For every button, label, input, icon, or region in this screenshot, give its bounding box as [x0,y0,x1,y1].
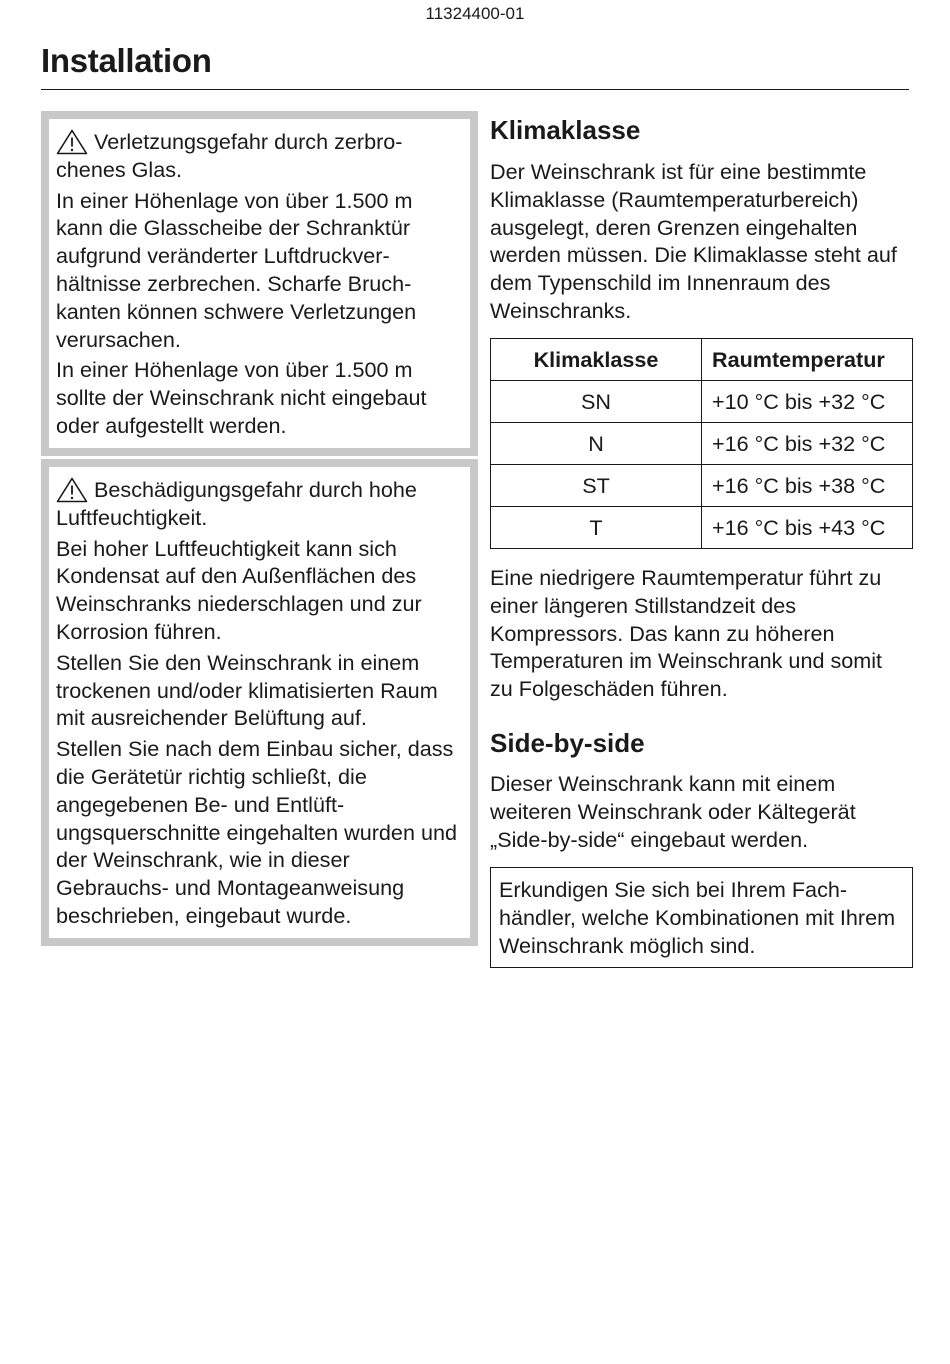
table-cell: +16 °C bis +38 °C [702,465,913,507]
warning-text: Stellen Sie den Weinschrank in einem trockenen und/oder klimatisierten Raum mit ausreichender Belüftung auf. [56,649,438,731]
table-row [491,465,913,507]
table-row [491,507,913,549]
klimaklasse-note-text: Eine niedrigere Raumtemperatur führt zu einer längeren Stillstandzeit des Kompressors. Das kann zu höheren Temperaturen im Weinschrank und somit zu Folgeschäden führen. [490,565,883,702]
column-header: Klimaklasse [491,339,702,381]
title-divider [41,89,909,90]
section-heading-side-by-side: Side-by-side [490,728,645,758]
table-cell: ST [491,465,702,507]
table-cell: +16 °C bis +32 °C [702,423,913,465]
section-heading-klimaklasse: Klimaklasse [490,115,641,145]
table-header-row [491,339,913,381]
klimaklasse-table [490,338,913,549]
warning-headline: Verletzungsgefahr durch zerbrochenes Glas. [56,129,403,182]
table-cell: N [491,423,702,465]
warning-box-glass [41,111,478,456]
warning-text: In einer Höhenlage von über 1.500 m sollte der Weinschrank nicht eingebaut oder aufgestellt werden. [56,357,427,438]
side-by-side-note-box: Erkundigen Sie sich bei Ihrem Fachhändler, welche Kombinationen mit Ihrem Weinschrank möglich sind. [490,867,913,968]
warning-triangle-icon [56,476,90,503]
warning-text: Bei hoher Luftfeuchtigkeit kann sich Kondensat auf den Außenflächen des Weinschranks niederschlagen und zur Korrosion führen. [56,535,422,644]
table-row [491,423,913,465]
warning-text: In einer Höhenlage von über 1.500 m kann die Glasscheibe der Schranktür aufgrund veränderter Luftdruckverhältnisse zerbrechen. Scharfe Bruchkanten können schwere Verletzungen verursachen. [56,187,417,352]
table-cell: T [491,507,702,549]
document-number: 11324400-01 [425,4,525,23]
warning-headline: Beschädigungsgefahr durch hohe Luftfeuchtigkeit. [56,477,417,530]
klimaklasse-intro: Der Weinschrank ist für eine bestimmte Klimaklasse (Raumtemperaturbereich) ausgelegt, deren Grenzen eingehalten werden müssen. Die Klimaklasse steht auf dem Typenschild im Innenraum des Weinschranks. [490,159,897,323]
column-header: Raumtemperatur [702,339,913,381]
table-cell: +10 °C bis +32 °C [702,381,913,423]
table-cell: +16 °C bis +43 °C [702,507,913,549]
table-cell: SN [491,381,702,423]
side-by-side-text: Dieser Weinschrank kann mit einem weiteren Weinschrank oder Kältegerät „Side-by-side“ eingebaut werden. [490,771,856,852]
warning-box-humidity [41,459,478,946]
warning-triangle-icon [56,128,90,155]
table-row [491,381,913,423]
page-title: Installation [41,42,212,79]
warning-text: Stellen Sie nach dem Einbau sicher, dass die Gerätetür richtig schließt, die angegebenen Be- und Entlüftungsquerschnitte eingehalten wurden und der Weinschrank, wie in dieser Gebrauchs- und Montageanweisung beschrieben, eingebaut wurde. [56,736,457,928]
